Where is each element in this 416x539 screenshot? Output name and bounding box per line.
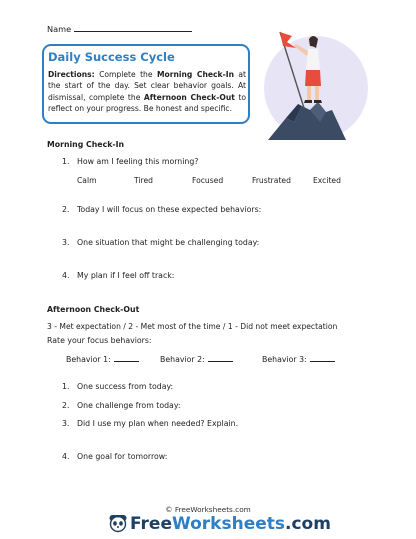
question-text: How am I feeling this morning?	[77, 157, 199, 166]
feeling-option-excited[interactable]: Excited	[313, 176, 341, 185]
logo-text-com: .com	[285, 514, 331, 534]
behavior-1-rating[interactable]	[66, 355, 139, 364]
freeworksheets-logo[interactable]	[130, 514, 331, 534]
question-text: One goal for tomorrow:	[77, 452, 168, 461]
question-number: 1.	[62, 157, 70, 166]
rating-blank[interactable]	[208, 355, 233, 362]
name-field[interactable]	[47, 24, 192, 34]
question-text: Did I use my plan when needed? Explain.	[77, 419, 239, 428]
feeling-option-tired[interactable]: Tired	[134, 176, 153, 185]
morning-question-3	[62, 238, 259, 247]
footer-copyright: © FreeWorksheets.com	[165, 505, 251, 514]
question-number: 1.	[62, 382, 70, 391]
logo-text-free: Free	[130, 514, 172, 534]
afternoon-question-1	[62, 382, 173, 391]
rating-scale-text: 3 - Met expectation / 2 - Met most of the time / 1 - Did not meet expectation	[47, 322, 338, 331]
woman-with-flag-on-mountain-illustration	[258, 22, 370, 142]
question-number: 4.	[62, 452, 70, 461]
logo-text-worksheets: Worksheets	[171, 514, 286, 534]
behavior-label: Behavior 3:	[262, 355, 307, 364]
directions-part: to reflect on your progress. Be honest and specific.	[48, 92, 246, 113]
name-blank-line[interactable]	[74, 24, 192, 32]
feeling-option-frustrated[interactable]: Frustrated	[252, 176, 291, 185]
directions-text	[48, 69, 246, 114]
feeling-option-calm[interactable]: Calm	[77, 176, 97, 185]
afternoon-check-out-heading: Afternoon Check-Out	[47, 305, 140, 314]
rating-blank[interactable]	[114, 355, 139, 362]
question-number: 4.	[62, 271, 70, 280]
morning-question-2	[62, 205, 261, 214]
directions-morning-emphasis: Morning Check-In	[156, 70, 234, 79]
rating-blank[interactable]	[310, 355, 335, 362]
question-number: 2.	[62, 205, 70, 214]
directions-part: at the start of the day. Set clear behavior goals. At dismissal, complete the	[48, 70, 246, 102]
question-number: 3.	[62, 419, 70, 428]
rate-prompt: Rate your focus behaviors:	[47, 336, 152, 345]
question-number: 3.	[62, 238, 70, 247]
question-text: One success from today:	[77, 382, 174, 391]
behavior-label: Behavior 2:	[160, 355, 205, 364]
behavior-2-rating[interactable]	[160, 355, 233, 364]
name-label: Name	[47, 24, 72, 34]
feeling-option-focused[interactable]: Focused	[192, 176, 224, 185]
morning-question-4	[62, 271, 174, 280]
question-text: My plan if I feel off track:	[77, 271, 175, 280]
worksheet-title: Daily Success Cycle	[48, 50, 175, 64]
morning-question-1	[62, 157, 198, 166]
directions-afternoon-emphasis: Afternoon Check-Out	[143, 92, 235, 102]
behavior-3-rating[interactable]	[262, 355, 335, 364]
question-text: Today I will focus on these expected behaviors:	[77, 205, 262, 214]
question-text: One challenge from today:	[77, 401, 181, 410]
question-text: One situation that might be challenging today:	[77, 238, 260, 247]
afternoon-question-4	[62, 452, 167, 461]
question-number: 2.	[62, 401, 70, 410]
afternoon-question-2	[62, 401, 181, 410]
directions-part: Complete the	[94, 70, 157, 79]
directions-label: Directions:	[48, 70, 95, 79]
behavior-label: Behavior 1:	[66, 355, 111, 364]
morning-check-in-heading: Morning Check-In	[47, 140, 125, 149]
panda-mascot-icon	[108, 513, 128, 533]
afternoon-question-3	[62, 419, 238, 428]
